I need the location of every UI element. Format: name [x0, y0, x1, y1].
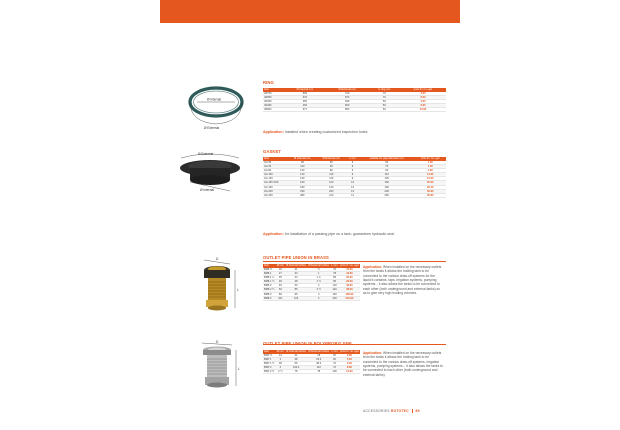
table-cell: 110	[307, 366, 330, 370]
table-cell: 18	[307, 354, 330, 358]
ring-application	[263, 130, 453, 135]
poly-col-header: L mm	[331, 350, 338, 354]
price-cell: 6.60	[400, 95, 446, 99]
price-cell: 14.90	[414, 173, 446, 177]
table-cell: 85	[330, 276, 339, 280]
table-cell: 38	[276, 362, 285, 366]
table-cell: 4	[307, 296, 330, 300]
poly-table	[263, 350, 360, 374]
poly-dim-d: D	[216, 340, 219, 344]
table-cell: 78	[285, 370, 307, 374]
ring-title: RING	[263, 80, 274, 85]
gasket-application-label: Application:	[263, 232, 284, 236]
table-cell: GA 150 3/16	[263, 181, 288, 185]
ring-dim-external: Ø External	[204, 126, 220, 130]
table-cell: 120	[316, 181, 346, 185]
poly-col-header: Ø Internal inches	[286, 350, 306, 354]
table-cell: 42	[285, 276, 307, 280]
ring-dim-internal: Ø Internal	[207, 97, 221, 102]
table-cell: 9	[346, 161, 359, 165]
table-cell: 3	[307, 292, 330, 296]
footer-category: ACCESSORIES	[363, 409, 390, 413]
table-cell: 70	[330, 268, 339, 272]
table-cell: 110	[359, 173, 415, 177]
table-cell: 1	[276, 357, 285, 361]
table-cell: 100	[330, 370, 339, 374]
table-cell: GA 160	[263, 185, 288, 189]
price-cell: 20.90	[339, 276, 360, 280]
gasket-col-header: Item	[263, 157, 288, 161]
gasket-col-header: L mm	[346, 157, 359, 161]
table-cell: 720	[326, 92, 369, 96]
table-cell: 160	[288, 181, 316, 185]
poly-union-illustration	[190, 340, 245, 400]
brass-dim-d: D	[216, 257, 219, 261]
brass-application	[363, 265, 443, 295]
table-cell: BRB 2 ½	[264, 288, 275, 292]
gasket-col-header: suitable for pipe diameter mm	[359, 157, 415, 161]
gasket-illustration	[170, 148, 250, 198]
table-cell: 2	[276, 366, 285, 370]
table-cell: 13	[346, 185, 359, 189]
table-cell: BRB 3	[263, 292, 276, 296]
brass-col-header: Ø External inches	[308, 264, 329, 268]
poly-col-header: Ø mm	[276, 350, 284, 354]
table-cell: 50	[359, 161, 415, 165]
table-cell: 210	[316, 193, 346, 197]
table-cell: 55	[285, 362, 307, 366]
poly-application	[363, 351, 443, 377]
table-cell: 50	[369, 108, 400, 112]
poly-dim-l: L	[238, 367, 240, 371]
ring-application-label: Application:	[263, 130, 284, 134]
table-cell: 600	[326, 104, 369, 108]
price-cell: 3.80	[339, 354, 360, 358]
table-cell: 33.3	[307, 357, 330, 361]
price-cell: 4.65	[400, 92, 446, 96]
brass-dim-l: L	[237, 288, 239, 292]
table-cell: 860	[326, 108, 369, 112]
gasket-col-header: price € / no.+gst	[414, 157, 446, 161]
poly-col-header: Ø External inches	[308, 350, 329, 354]
table-cell: 95	[330, 280, 339, 284]
table-cell: 9	[346, 173, 359, 177]
page-footer	[363, 409, 420, 413]
table-cell: 33	[285, 271, 307, 275]
table-cell: 74	[330, 366, 339, 370]
table-cell: 48.3	[307, 362, 330, 366]
table-cell: JR800	[263, 108, 284, 112]
table-cell: 70	[369, 95, 400, 99]
table-cell: JR460	[263, 104, 284, 108]
table-cell: 50	[369, 100, 400, 104]
brass-application-label: Application:	[363, 265, 383, 269]
brass-title: OUTLET PIPE UNION IN BRASS	[263, 255, 329, 260]
table-cell: 78	[307, 370, 330, 374]
brass-union-illustration	[190, 256, 245, 326]
price-cell: 19.80	[339, 271, 360, 275]
table-cell: 80	[276, 292, 285, 296]
poly-title: OUTLET PIPE UNION IN POLYPROPYLENE	[263, 341, 352, 346]
table-cell: 9	[346, 169, 359, 173]
table-cell: 230	[288, 189, 316, 193]
price-cell: 25.90	[414, 181, 446, 185]
table-cell: 9	[346, 177, 359, 181]
table-cell: 870	[326, 95, 369, 99]
table-cell: JR750	[263, 92, 284, 96]
table-cell: 1 ½	[307, 280, 330, 284]
table-cell: 48	[285, 280, 307, 284]
table-cell: 1 ¼	[307, 276, 330, 280]
table-cell: 14	[276, 354, 285, 358]
table-cell: 35	[276, 276, 285, 280]
brass-table	[263, 264, 360, 301]
table-cell: 120	[330, 284, 339, 288]
table-cell: 200	[359, 189, 415, 193]
price-cell: 68.90	[339, 288, 360, 292]
table-cell: 490	[326, 100, 369, 104]
table-cell: GA 100	[263, 173, 288, 177]
table-row	[263, 370, 360, 374]
table-cell: GA 125	[263, 177, 288, 181]
table-cell: 9	[346, 164, 359, 168]
gasket-application	[263, 232, 446, 237]
gasket-title: GASKET	[263, 149, 282, 154]
ring-col-header: Ø Internal mm	[284, 88, 325, 92]
table-cell: JR950	[263, 95, 284, 99]
table-cell: BRB 1	[263, 271, 276, 275]
table-cell: 27	[276, 271, 285, 275]
table-cell: 2 ½	[307, 288, 330, 292]
ring-application-text: Installed when creating customized inspection holes.	[283, 130, 369, 134]
price-cell: 35.80	[414, 193, 446, 197]
table-cell: 160	[359, 185, 415, 189]
price-cell: 1.30	[414, 161, 446, 165]
table-cell: 38	[288, 161, 316, 165]
table-cell: 70	[369, 92, 400, 96]
table-cell: JR450	[263, 100, 284, 104]
table-row	[263, 193, 446, 197]
poly-col-header: Item	[263, 350, 276, 354]
table-cell: 56	[316, 161, 346, 165]
table-cell: 120	[288, 169, 316, 173]
ring-col-header: Item	[263, 88, 284, 92]
brass-col-header: L mm	[331, 264, 338, 268]
table-cell: GA 80	[263, 169, 288, 173]
table-cell: BRP 2	[263, 366, 276, 370]
table-row	[263, 296, 360, 300]
table-cell: 60	[285, 284, 307, 288]
table-cell: BRB ½	[263, 268, 276, 272]
table-cell: 110	[316, 173, 346, 177]
brass-application-text: When installed on the necessary outlets from the tanks it allows the holding tank to be connected to the various draw-off systems for the liquid it contains, taps, irrigation systems, pumping systems... it also allows the tanks to be connected to each other (both underground and external tanks) so as to give very high holding volumes.	[363, 265, 442, 296]
price-cell: 1.30	[414, 164, 446, 168]
price-cell: 10.90	[400, 108, 446, 112]
table-cell: 500	[284, 92, 325, 96]
gasket-col-header: Ø Internal mm	[288, 157, 316, 161]
ring-col-header: price € / no.+gst	[400, 88, 446, 92]
footer-brand: ROTOTEC	[390, 409, 409, 413]
table-cell: 115	[285, 296, 307, 300]
price-cell: 4.35	[400, 100, 446, 104]
table-cell: 69	[276, 288, 285, 292]
table-cell: 180	[288, 185, 316, 189]
ring-col-header: Ø External mm	[326, 88, 369, 92]
price-cell: 26.40	[414, 185, 446, 189]
table-cell: ½	[307, 268, 330, 272]
table-cell: BRP 2 ½	[264, 370, 275, 374]
table-cell: 1	[307, 271, 330, 275]
price-cell: 32.90	[414, 189, 446, 193]
table-cell: 2 ½	[276, 370, 285, 374]
table-cell: 110	[288, 164, 316, 168]
price-cell: 6.95	[400, 104, 446, 108]
table-cell: 49	[276, 284, 285, 288]
table-cell: 670	[284, 95, 325, 99]
ring-col-header: H ring mm	[369, 88, 400, 92]
table-cell: 21	[285, 268, 307, 272]
table-cell: BRP ½	[263, 354, 276, 358]
header-rule	[160, 22, 460, 23]
table-cell: 39	[276, 280, 285, 284]
price-cell: 219.90	[339, 296, 360, 300]
table-cell: 38	[285, 357, 307, 361]
brass-col-header: Ø Internal inches	[286, 264, 306, 268]
table-cell: BRB 1 ½	[264, 280, 275, 284]
table-cell: 220	[330, 296, 339, 300]
table-cell: 100.4	[285, 366, 307, 370]
brass-col-header: Item	[263, 264, 276, 268]
table-cell: BRP 1	[263, 357, 276, 361]
ring-table	[263, 88, 446, 112]
table-cell: 280	[288, 193, 316, 197]
table-cell: BRP 1 ½	[264, 362, 275, 365]
table-cell: 140	[316, 185, 346, 189]
brass-divider	[263, 261, 446, 262]
header-band	[160, 0, 460, 22]
table-cell: 50	[369, 104, 400, 108]
table-cell: 60	[330, 357, 339, 361]
table-cell: 78	[330, 271, 339, 275]
table-cell: 130	[288, 177, 316, 181]
price-cell: 15.90	[339, 268, 360, 272]
price-cell: 138.90	[339, 292, 360, 296]
table-cell: 13	[346, 189, 359, 193]
table-cell: 140	[330, 288, 339, 292]
brass-col-header: Ø mm	[276, 264, 284, 268]
table-cell: BRB 4	[263, 296, 276, 300]
table-cell: 60	[330, 354, 339, 358]
table-row	[263, 108, 446, 112]
table-cell: GA 63	[263, 164, 288, 168]
table-cell: 2	[307, 284, 330, 288]
page-number: 89	[415, 409, 420, 413]
gasket-application-text: for installation of a passing pipe on a tank; guarantees hydraulic seal.	[283, 232, 395, 236]
table-cell: 13	[346, 181, 359, 185]
gasket-dim-external: Ø External	[198, 152, 214, 156]
price-cell: 14.90	[414, 177, 446, 181]
table-cell: 677	[284, 108, 325, 112]
table-cell: 95	[285, 292, 307, 296]
table-cell: BRB 2	[263, 284, 276, 288]
brass-table-body	[263, 268, 360, 301]
price-cell: 26.90	[339, 280, 360, 284]
table-cell: 90	[359, 169, 415, 173]
table-cell: GA 50	[263, 161, 288, 165]
table-cell: BRB 1 ¼	[264, 276, 275, 279]
table-cell: 125	[359, 177, 415, 181]
table-cell: 80	[316, 169, 346, 173]
price-cell: 15.90	[339, 370, 360, 374]
table-cell: GA 250	[263, 193, 288, 197]
table-cell: 160	[359, 181, 415, 185]
poly-table-body	[263, 354, 360, 374]
table-cell: 110	[316, 177, 346, 181]
price-cell: 5.90	[339, 357, 360, 361]
gasket-table-body	[263, 161, 446, 198]
table-cell: 250	[359, 193, 415, 197]
table-cell: 85	[285, 288, 307, 292]
table-cell: 21	[285, 354, 307, 358]
table-cell: 143	[288, 173, 316, 177]
poly-application-text: When installed on the necessary outlets from the tanks it allows the holding tank to be connected to the various draw-off systems, irrigation systems, pumping systems... it also allows the tanks to be connected to each other (both underground and external tanks).	[363, 351, 443, 377]
poly-table-header	[263, 350, 360, 354]
price-cell: 1.90	[414, 169, 446, 173]
table-cell: 350	[284, 100, 325, 104]
ring-table-body	[263, 92, 446, 112]
gasket-table	[263, 157, 446, 198]
poly-application-label: Application:	[363, 351, 383, 355]
price-cell: 8.80	[339, 366, 360, 370]
poly-col-header: price € / no.+gst	[340, 350, 359, 354]
table-cell: 60	[316, 164, 346, 168]
price-cell: 5.90	[339, 362, 360, 366]
table-cell: GA 200	[263, 189, 288, 193]
table-cell: 101	[276, 296, 285, 300]
table-cell: 13	[346, 193, 359, 197]
price-cell: 46.90	[339, 284, 360, 288]
table-cell: 18	[276, 268, 285, 272]
gasket-col-header: Ø External mm	[316, 157, 346, 161]
gasket-dim-internal: Ø Internal	[200, 188, 214, 192]
table-cell: 160	[330, 292, 339, 296]
ring-illustration	[185, 80, 247, 138]
table-cell: 70	[330, 362, 339, 366]
table-cell: 200	[316, 189, 346, 193]
table-cell: 75	[359, 164, 415, 168]
brass-col-header: price € / no.+gst	[340, 264, 359, 268]
table-cell: 460	[284, 104, 325, 108]
